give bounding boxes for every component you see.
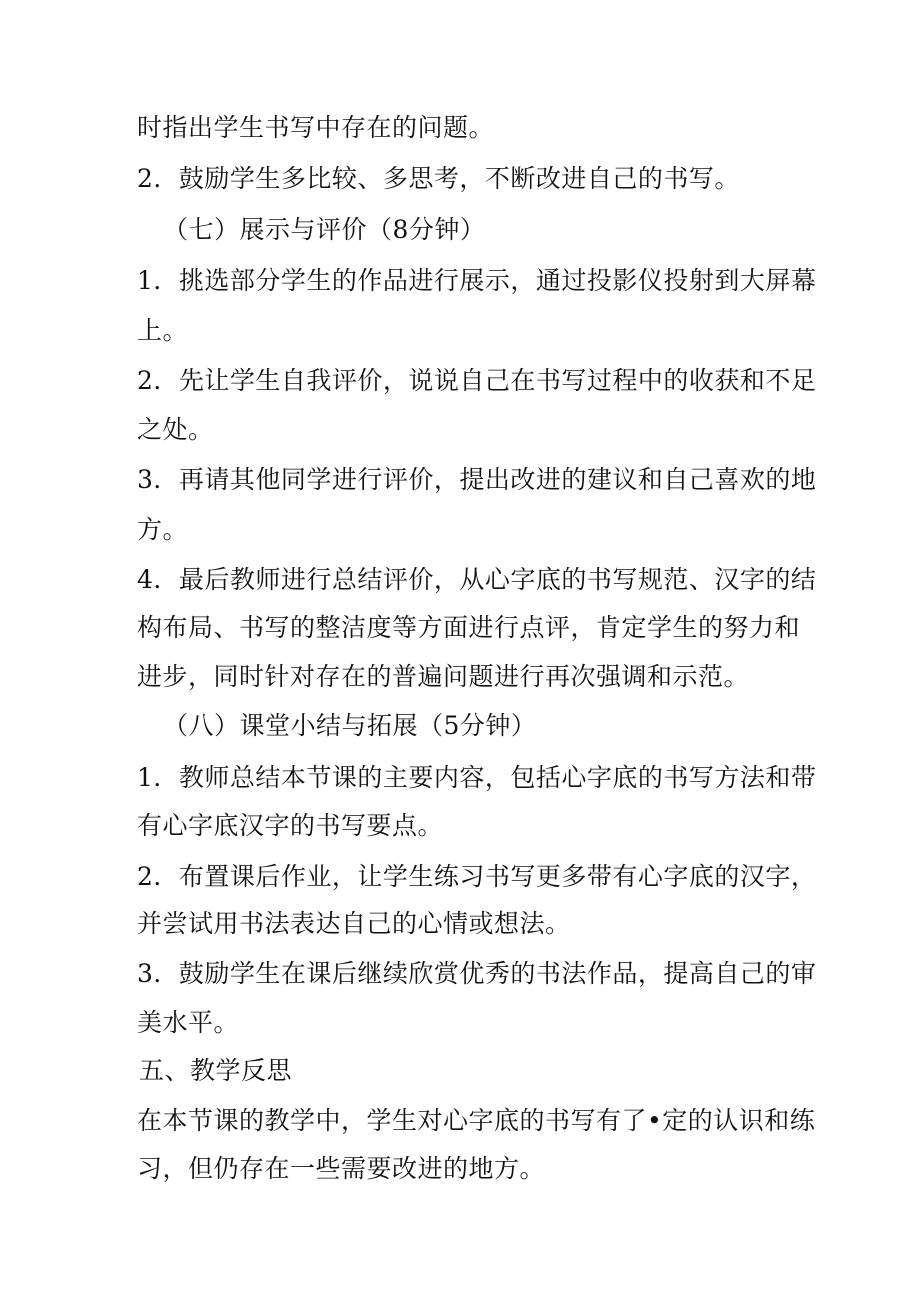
text-line: 习，但仍存在一些需要改进的地方。 [137, 1154, 546, 1183]
text-line: 时指出学生书写中存在的问题。 [137, 113, 495, 142]
text-line: 上。 [137, 316, 189, 345]
list-item: 2．布置课后作业，让学生练习书写更多带有心字底的汉字， [137, 862, 817, 891]
list-item: 4．最后教师进行总结评价，从心字底的书写规范、汉字的结 [137, 565, 817, 594]
section-heading: （八）课堂小结与拓展（5分钟） [163, 711, 537, 740]
text-line: 在本节课的教学中，学生对心字底的书写有了•定的认识和练 [137, 1106, 816, 1135]
text-line: 美水平。 [137, 1008, 240, 1037]
text-line: 之处。 [137, 415, 214, 444]
list-item: 1．教师总结本节课的主要内容，包括心字底的书写方法和带 [137, 763, 817, 792]
text-line: 进步，同时针对存在的普遍问题进行再次强调和示范。 [137, 662, 750, 691]
section-heading: 五、教学反思 [139, 1056, 293, 1085]
list-item: 2．鼓励学生多比较、多思考，不断改进自己的书写。 [137, 164, 740, 193]
text-line: 构布局、书写的整洁度等方面进行点评，肯定学生的努力和 [137, 613, 801, 642]
text-line: 有心字底汉字的书写要点。 [137, 811, 444, 840]
text-line: 方。 [137, 515, 189, 544]
list-item: 3．再请其他同学进行评价，提出改进的建议和自己喜欢的地 [137, 465, 817, 494]
text-line: 并尝试用书法表达自己的心情或想法。 [137, 909, 571, 938]
section-heading: （七）展示与评价（8分钟） [163, 215, 486, 244]
list-item: 1．挑选部分学生的作品进行展示，通过投影仪投射到大屏幕 [137, 266, 817, 295]
list-item: 2．先让学生自我评价，说说自己在书写过程中的收获和不足 [137, 366, 817, 395]
list-item: 3．鼓励学生在课后继续欣赏优秀的书法作品，提高自己的审 [137, 959, 817, 988]
